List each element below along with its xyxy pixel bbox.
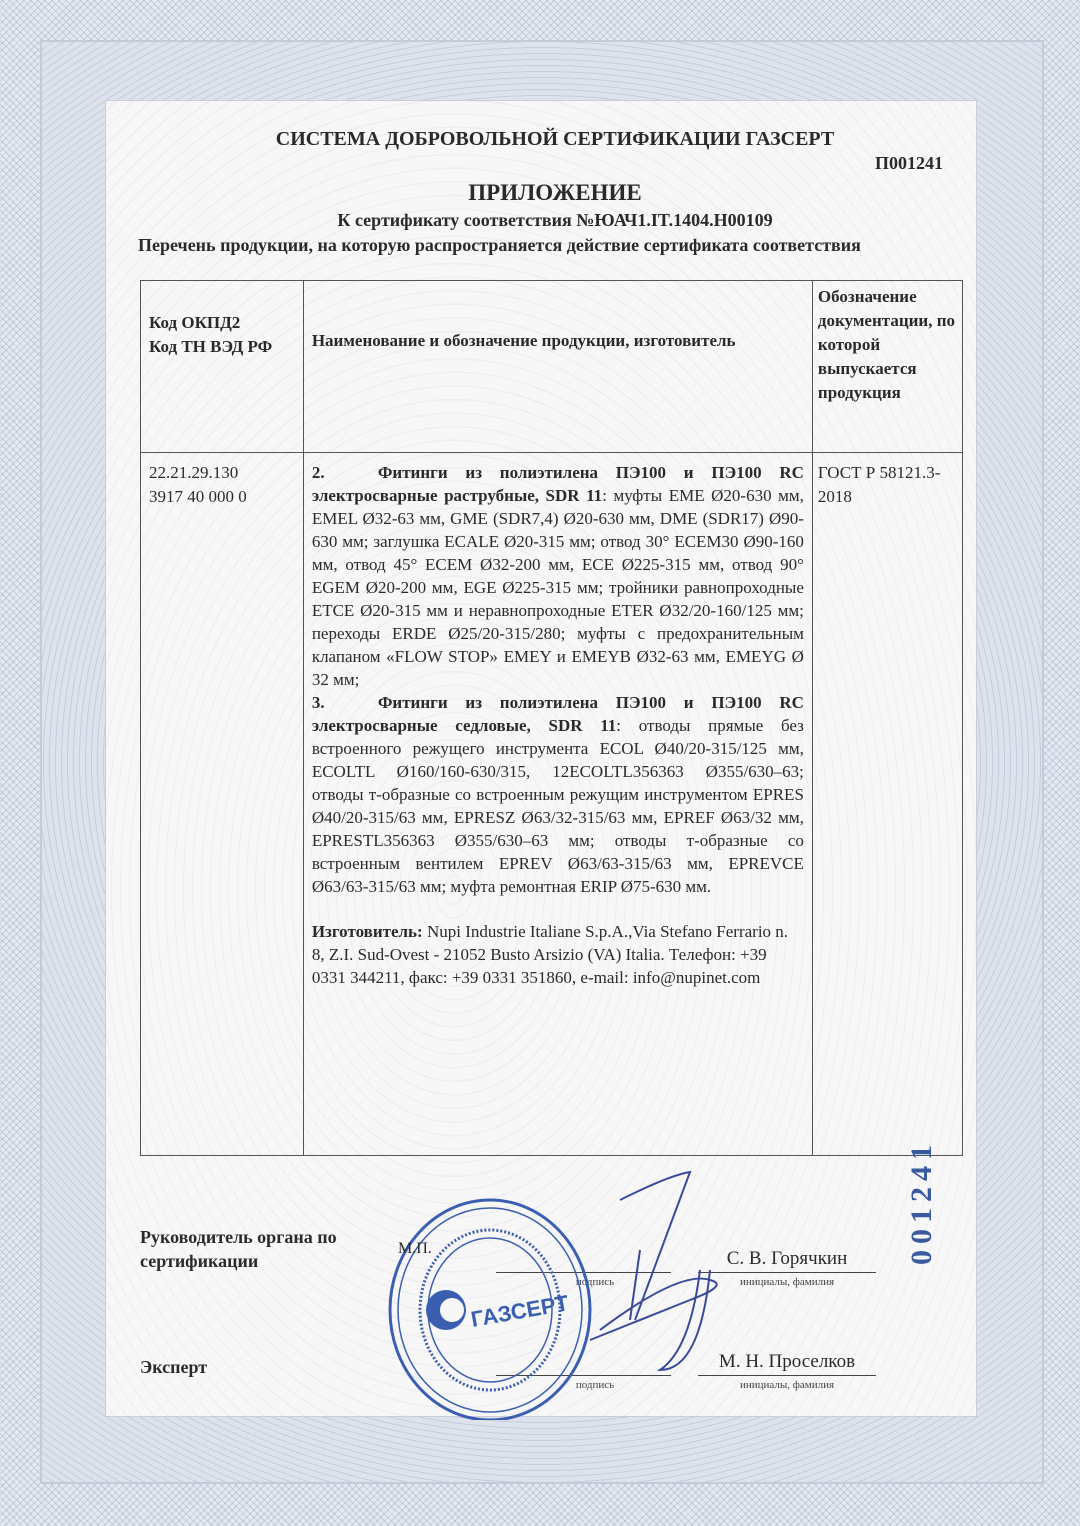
head-label: Руководитель органа по сертификации: [140, 1227, 337, 1271]
header-documentation: Обозначение документации, по которой выпускается продукция: [812, 281, 962, 453]
expert-sign-caption: подпись: [575, 1379, 615, 1391]
header-okpd2: Код ОКПД2: [149, 313, 241, 332]
appendix-title: ПРИЛОЖЕНИЕ: [468, 180, 642, 205]
products-table: [140, 280, 963, 1156]
product-item-2: [312, 461, 804, 691]
table-row: [141, 453, 963, 1156]
item-text: : муфты EME Ø20-630 мм, EMEL Ø32-63 мм, GME (SDR7,4) Ø20-630 мм, DME (SDR17) Ø90-630 мм; заглушка ECALE Ø20-315 мм; отвод 30° ECEM30 Ø90-160 мм, отвод 45° ECEM Ø32-200 мм, ECE Ø225-315 мм, отвод 90° EGEM Ø20-200 мм, EGE Ø225-315 мм; тройники равнопроходные ETCE Ø20-315 мм и неравнопроходные ETER Ø32/20-160/125 мм; переходы ERDE Ø25/20-315/280; муфты с предохранительным клапаном «FLOW STOP» EMEY и EMEYB Ø32-63 мм, EMEYG Ø 32 мм;: [311, 486, 804, 689]
serial-number: 001241: [905, 1139, 938, 1265]
expert-name: М. Н. Проселков: [718, 1351, 856, 1372]
expert-name-caption: инициалы, фамилия: [739, 1379, 835, 1391]
head-name: С. В. Горячкин: [726, 1248, 848, 1269]
item-title: Фитинги из полиэтилена ПЭ100 и ПЭ100 RC электросварные раструбные, SDR 11: [311, 463, 804, 505]
okpd2-code: 22.21.29.130: [149, 463, 239, 482]
item-number: 2.: [311, 463, 325, 482]
header-codes: [141, 281, 304, 453]
cell-documentation: ГОСТ Р 58121.3-2018: [812, 453, 962, 1156]
header-product-name: Наименование и обозначение продукции, изготовитель: [303, 281, 812, 453]
manufacturer-label: Изготовитель:: [311, 922, 423, 941]
cell-products: [303, 453, 812, 1156]
item-text: : отводы прямые без встроенного режущего инструмента ECOL Ø40/20-315/125 мм, ECOLTL Ø160/160-630/315, 12ECOLTL356363 Ø355/630–63; отводы т-образные со встроенным режущим инструментом EPRES Ø40/20-315/63 мм, EPRESZ Ø63/32-315/63 мм, EPREF Ø63/32 мм, EPRESTL356363 Ø355/630–63 мм; отводы т-образные со встроенным вентилем EPREV Ø63/63-315/63 мм, EPREVCE Ø63/63-315/63 мм; муфта ремонтная ERIP Ø75-630 мм.: [311, 716, 804, 896]
intro-text: Перечень продукции, на которую распространяется действие сертификата соответствия: [138, 235, 861, 255]
manufacturer: [312, 920, 804, 989]
manufacturer-text: Nupi Industrie Italiane S.p.A.,Via Stefano Ferrario n. 8, Z.I. Sud-Ovest - 21052 Busto Arsizio (VA) Italia. Телефон: +39 0331 344211, факс: +39 0331 351860, e-mail: info@nupinet.com: [311, 922, 789, 987]
head-name-caption: инициалы, фамилия: [739, 1276, 835, 1288]
stamp-place: М.П.: [398, 1240, 432, 1257]
signature-scribble: [560, 1170, 760, 1390]
expert-label: Эксперт: [140, 1357, 208, 1377]
product-item-3: [312, 691, 804, 898]
item-title: Фитинги из полиэтилена ПЭ100 и ПЭ100 RC электросварные седловые, SDR 11: [311, 693, 804, 735]
form-number: П001241: [874, 153, 943, 173]
table-header-row: [141, 281, 963, 453]
certificate-reference: К сертификату соответствия №ЮАЧ1.IT.1404.H00109: [337, 210, 773, 230]
header-tnved: Код ТН ВЭД РФ: [149, 337, 273, 356]
head-sign-caption: подпись: [575, 1276, 615, 1288]
tnved-code: 3917 40 000 0: [149, 487, 247, 506]
cell-codes: [141, 453, 304, 1156]
item-number: 3.: [311, 693, 325, 712]
system-title: СИСТЕМА ДОБРОВОЛЬНОЙ СЕРТИФИКАЦИИ ГАЗСЕРТ: [275, 128, 835, 150]
stamp-brand: ГАЗСЕРТ: [469, 1290, 571, 1332]
